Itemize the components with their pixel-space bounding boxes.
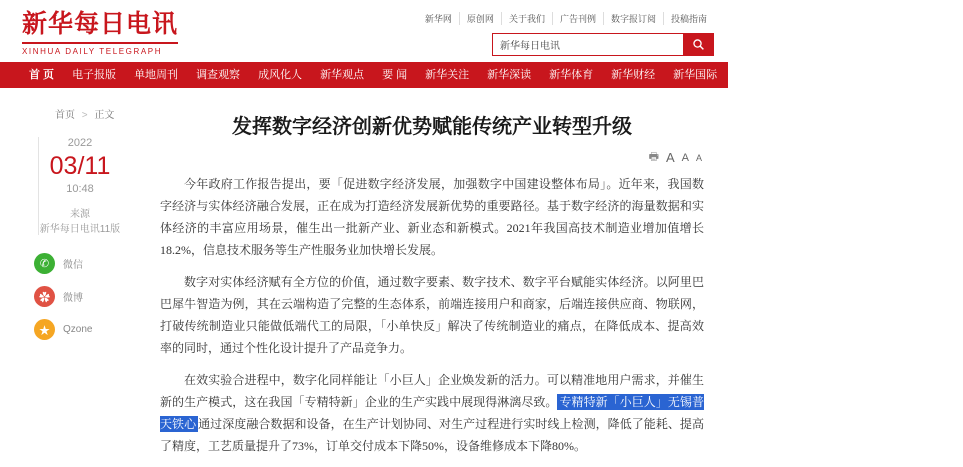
utility-link-2[interactable]: 关于我们 [501,12,552,25]
article-paragraph-2 [160,271,704,359]
article-paragraph-3 [160,369,704,457]
wechat-icon: ✆ [34,253,55,274]
site-logo[interactable] [22,6,178,56]
nav-item-12[interactable]: 新华融媒 [735,69,780,81]
search-box[interactable] [492,33,714,56]
nav-item-0[interactable]: 首 页 [29,69,55,81]
share-wechat-label: 微信 [63,260,83,271]
article-sidebar [0,88,150,467]
nav-item-7[interactable]: 新华关注 [425,69,470,81]
share-qzone-label: Qzone [63,324,93,335]
nav-item-10[interactable]: 新华财经 [611,69,656,81]
main-nav [0,62,955,88]
publish-time: 10:48 [66,183,94,195]
paragraph-text: 今年政府工作报告提出，要「促进数字经济发展，加强数字中国建设整体布局」。近年来，我国数字经济与实体经济融合发展，正在成为打造经济发展新优势的重要路径。基于数字经济的海量数据和实体经济的丰富应用场景，催生出一批新产业、新业态和新模式。2021年我国高技术制造业增加值增长18.2%，信息技术服务等生产性服务业加快增长发展。 [160,177,704,257]
qzone-icon: ★ [34,319,55,340]
header-right [418,6,714,56]
breadcrumb-separator: > [81,110,88,121]
brand-divider [22,42,178,44]
page-title: 发挥数字经济创新优势赋能传统产业转型升级 [232,116,632,138]
publish-monthday: 03/11 [49,152,111,180]
share-weibo-label: 微博 [63,293,83,304]
article-paragraph-1 [160,173,704,261]
publish-year: 2022 [67,137,93,149]
breadcrumb-home[interactable]: 首页 [55,110,75,121]
font-size-small-button[interactable]: A [695,152,702,163]
source-value: 新华每日电讯11版 [39,224,121,235]
utility-link-3[interactable]: 广告刊例 [552,12,603,25]
share-list [0,253,150,340]
search-button[interactable] [683,34,713,55]
nav-item-11[interactable]: 新华国际 [673,69,718,81]
nav-item-15[interactable]: 看天下 [921,69,955,81]
brand-name-en: XINHUA DAILY TELEGRAPH [22,47,163,56]
nav-item-3[interactable]: 调查观察 [196,69,241,81]
utility-link-5[interactable]: 投稿指南 [663,12,714,25]
share-qzone[interactable] [34,319,150,340]
share-wechat[interactable] [34,253,150,274]
site-header [0,0,728,62]
article-main [150,88,728,467]
share-weibo[interactable] [34,286,150,307]
breadcrumb-current: 正文 [94,110,115,121]
nav-item-13[interactable]: 精彩专题 [797,69,842,81]
article-tools [160,148,704,167]
selected-text-highlight[interactable]: 专精特新「小巨人」无锡普天铁心 [160,395,704,431]
nav-item-6[interactable]: 要 闻 [382,69,408,81]
font-size-large-button[interactable]: A [665,150,675,165]
paragraph-text: 在效实验合进程中，数字化同样能让「小巨人」企业焕发新的活力。可以精准地用户需求，并催生新的生产模式，这在我国「专精特新」企业的生产实践中展现得淋漓尽致。 [160,373,704,409]
search-icon [692,38,705,51]
nav-item-5[interactable]: 新华观点 [320,69,365,81]
weibo-icon: ✿ [34,286,55,307]
nav-item-2[interactable]: 单地周刊 [134,69,179,81]
utility-links [418,12,714,25]
nav-item-8[interactable]: 新华深读 [487,69,532,81]
paragraph-text-tail: 通过深度融合数据和设备，在生产计划协同、对生产过程进行实时线上检测，降低了能耗、提高了精度，工艺质量提升了73%，订单交付成本下降50%，设备维修成本下降80%。 [160,417,704,453]
nav-item-1[interactable]: 电子报版 [72,69,117,81]
nav-item-9[interactable]: 新华体育 [549,69,594,81]
source-label: 来源 [70,209,90,220]
nav-item-14[interactable]: 医卫健康 [859,69,904,81]
utility-link-0[interactable]: 新华网 [424,14,452,24]
font-size-medium-button[interactable]: A [681,151,689,164]
page-body [0,88,728,467]
utility-link-4[interactable]: 数字报订阅 [603,12,663,25]
nav-item-4[interactable]: 成风化人 [258,69,303,81]
publish-meta [0,135,150,237]
print-icon[interactable]: 🖶 [648,151,659,163]
brand-name-cn: 新华每日电讯 [22,11,179,38]
paragraph-text: 数字对实体经济赋有全方位的价值，通过数字要素、数字技术、数字平台赋能实体经济。以阿里巴巴犀牛智造为例，其在云端构造了完整的生态体系，前端连接用户和商家，后端连接供应商、物联网，打破传统制造业只能做低端代工的局限，「小单快反」解决了传统制造业的痛点，在降低成本、提高效率的同时，通过个性化设计提升了产品竞争力。 [160,275,704,355]
breadcrumb [0,98,150,121]
utility-link-1[interactable]: 原创网 [459,12,501,25]
sidebar-divider [38,137,39,235]
search-input[interactable] [493,34,683,55]
